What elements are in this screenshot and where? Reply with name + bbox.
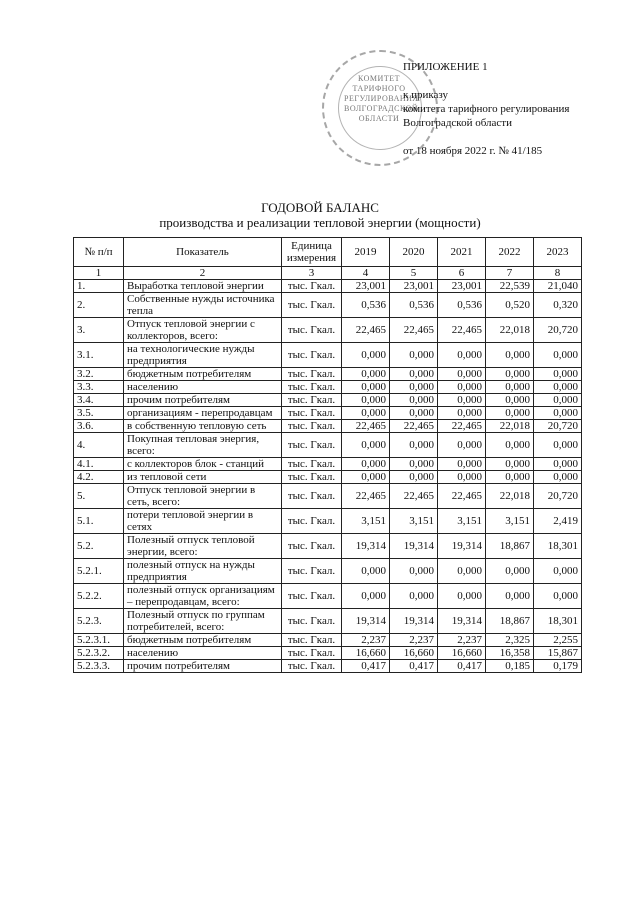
row-number: 5. xyxy=(74,484,124,509)
row-unit: тыс. Гкал. xyxy=(282,368,342,381)
value-2020: 0,000 xyxy=(390,394,438,407)
value-2020: 22,465 xyxy=(390,484,438,509)
row-indicator: Полезный отпуск по группам потребителей, всего: xyxy=(124,609,282,634)
table-row xyxy=(74,420,582,433)
row-number: 5.2.3. xyxy=(74,609,124,634)
row-number: 3. xyxy=(74,318,124,343)
row-number: 1. xyxy=(74,280,124,293)
value-2022: 22,018 xyxy=(486,484,534,509)
appendix-line-committee: комитета тарифного регулирования xyxy=(403,103,570,115)
value-2020: 0,000 xyxy=(390,584,438,609)
row-number: 3.5. xyxy=(74,407,124,420)
row-unit: тыс. Гкал. xyxy=(282,343,342,368)
value-2023: 21,040 xyxy=(534,280,582,293)
value-2021: 19,314 xyxy=(438,609,486,634)
value-2021: 0,000 xyxy=(438,394,486,407)
row-number: 3.4. xyxy=(74,394,124,407)
value-2020: 22,465 xyxy=(390,420,438,433)
value-2019: 16,660 xyxy=(342,647,390,660)
value-2019: 3,151 xyxy=(342,509,390,534)
row-unit: тыс. Гкал. xyxy=(282,433,342,458)
balance-table xyxy=(73,237,582,673)
value-2023: 0,000 xyxy=(534,433,582,458)
row-number: 3.2. xyxy=(74,368,124,381)
row-unit: тыс. Гкал. xyxy=(282,609,342,634)
table-row xyxy=(74,368,582,381)
row-number: 2. xyxy=(74,293,124,318)
row-unit: тыс. Гкал. xyxy=(282,484,342,509)
value-2023: 20,720 xyxy=(534,484,582,509)
table-row xyxy=(74,471,582,484)
row-number: 3.1. xyxy=(74,343,124,368)
table-row xyxy=(74,509,582,534)
row-number: 5.2.3.2. xyxy=(74,647,124,660)
official-seal-text: КОМИТЕТ ТАРИФНОГО РЕГУЛИРОВАНИЯ ВОЛГОГРАДСКОЙ ОБЛАСТИ xyxy=(344,74,419,123)
row-indicator: населению xyxy=(124,381,282,394)
value-2023: 0,320 xyxy=(534,293,582,318)
value-2023: 0,000 xyxy=(534,584,582,609)
row-indicator: на технологические нужды предприятия xyxy=(124,343,282,368)
value-2022: 18,867 xyxy=(486,609,534,634)
value-2020: 0,000 xyxy=(390,407,438,420)
row-unit: тыс. Гкал. xyxy=(282,660,342,673)
row-number: 3.3. xyxy=(74,381,124,394)
table-row xyxy=(74,433,582,458)
row-unit: тыс. Гкал. xyxy=(282,647,342,660)
header-year-2022: 2022 xyxy=(486,238,534,267)
table-row xyxy=(74,660,582,673)
row-unit: тыс. Гкал. xyxy=(282,394,342,407)
row-number: 4.2. xyxy=(74,471,124,484)
row-indicator: организациям - перепродавцам xyxy=(124,407,282,420)
table-row xyxy=(74,647,582,660)
row-indicator: Собственные нужды источника тепла xyxy=(124,293,282,318)
value-2023: 18,301 xyxy=(534,534,582,559)
value-2021: 0,000 xyxy=(438,458,486,471)
value-2023: 0,179 xyxy=(534,660,582,673)
header-number: № п/п xyxy=(74,238,124,267)
column-number: 3 xyxy=(282,267,342,280)
value-2023: 15,867 xyxy=(534,647,582,660)
value-2019: 22,465 xyxy=(342,318,390,343)
value-2021: 3,151 xyxy=(438,509,486,534)
row-number: 5.2.3.3. xyxy=(74,660,124,673)
value-2019: 0,000 xyxy=(342,394,390,407)
row-unit: тыс. Гкал. xyxy=(282,293,342,318)
value-2021: 0,000 xyxy=(438,433,486,458)
table-row xyxy=(74,394,582,407)
value-2022: 0,000 xyxy=(486,559,534,584)
value-2021: 0,000 xyxy=(438,343,486,368)
header-unit: Единица измерения xyxy=(282,238,342,267)
value-2021: 16,660 xyxy=(438,647,486,660)
column-number: 2 xyxy=(124,267,282,280)
value-2022: 16,358 xyxy=(486,647,534,660)
value-2020: 0,000 xyxy=(390,381,438,394)
row-indicator: Отпуск тепловой энергии в сеть, всего: xyxy=(124,484,282,509)
row-unit: тыс. Гкал. xyxy=(282,280,342,293)
value-2019: 0,000 xyxy=(342,368,390,381)
table-row xyxy=(74,381,582,394)
value-2020: 19,314 xyxy=(390,534,438,559)
row-number: 5.2.2. xyxy=(74,584,124,609)
value-2020: 0,000 xyxy=(390,458,438,471)
row-indicator: потери тепловой энергии в сетях xyxy=(124,509,282,534)
value-2022: 3,151 xyxy=(486,509,534,534)
header-year-2019: 2019 xyxy=(342,238,390,267)
column-number: 1 xyxy=(74,267,124,280)
value-2022: 0,000 xyxy=(486,458,534,471)
value-2023: 18,301 xyxy=(534,609,582,634)
column-number: 7 xyxy=(486,267,534,280)
value-2023: 0,000 xyxy=(534,368,582,381)
value-2023: 0,000 xyxy=(534,407,582,420)
value-2020: 0,000 xyxy=(390,559,438,584)
header-year-2021: 2021 xyxy=(438,238,486,267)
table-row xyxy=(74,484,582,509)
value-2021: 0,417 xyxy=(438,660,486,673)
value-2021: 22,465 xyxy=(438,318,486,343)
value-2021: 0,000 xyxy=(438,381,486,394)
table-column-number-row xyxy=(74,267,582,280)
value-2021: 0,000 xyxy=(438,584,486,609)
value-2020: 0,417 xyxy=(390,660,438,673)
header-indicator: Показатель xyxy=(124,238,282,267)
value-2023: 0,000 xyxy=(534,394,582,407)
row-unit: тыс. Гкал. xyxy=(282,584,342,609)
column-number: 4 xyxy=(342,267,390,280)
value-2022: 0,000 xyxy=(486,381,534,394)
value-2019: 0,000 xyxy=(342,559,390,584)
row-number: 4. xyxy=(74,433,124,458)
value-2019: 0,000 xyxy=(342,343,390,368)
value-2021: 0,000 xyxy=(438,407,486,420)
row-number: 4.1. xyxy=(74,458,124,471)
value-2019: 0,000 xyxy=(342,381,390,394)
value-2023: 20,720 xyxy=(534,420,582,433)
row-unit: тыс. Гкал. xyxy=(282,318,342,343)
document-title-block xyxy=(0,200,640,230)
value-2021: 22,465 xyxy=(438,420,486,433)
table-row xyxy=(74,534,582,559)
appendix-title: ПРИЛОЖЕНИЕ 1 xyxy=(403,61,488,73)
value-2023: 2,419 xyxy=(534,509,582,534)
row-indicator: с коллекторов блок - станций xyxy=(124,458,282,471)
value-2020: 0,000 xyxy=(390,343,438,368)
value-2022: 22,018 xyxy=(486,420,534,433)
value-2020: 22,465 xyxy=(390,318,438,343)
value-2021: 0,536 xyxy=(438,293,486,318)
table-row xyxy=(74,343,582,368)
value-2022: 18,867 xyxy=(486,534,534,559)
row-unit: тыс. Гкал. xyxy=(282,458,342,471)
value-2019: 0,000 xyxy=(342,407,390,420)
row-number: 3.6. xyxy=(74,420,124,433)
value-2019: 0,000 xyxy=(342,433,390,458)
row-indicator: полезный отпуск организациям – перепродавцам, всего: xyxy=(124,584,282,609)
value-2019: 0,000 xyxy=(342,584,390,609)
row-indicator: бюджетным потребителям xyxy=(124,634,282,647)
value-2022: 0,000 xyxy=(486,433,534,458)
value-2023: 20,720 xyxy=(534,318,582,343)
row-indicator: полезный отпуск на нужды предприятия xyxy=(124,559,282,584)
table-row xyxy=(74,293,582,318)
row-number: 5.2.3.1. xyxy=(74,634,124,647)
value-2023: 2,255 xyxy=(534,634,582,647)
value-2022: 22,539 xyxy=(486,280,534,293)
value-2022: 0,000 xyxy=(486,471,534,484)
table-header-row xyxy=(74,238,582,267)
table-row xyxy=(74,634,582,647)
value-2020: 19,314 xyxy=(390,609,438,634)
row-unit: тыс. Гкал. xyxy=(282,381,342,394)
row-unit: тыс. Гкал. xyxy=(282,634,342,647)
value-2019: 0,536 xyxy=(342,293,390,318)
value-2022: 0,520 xyxy=(486,293,534,318)
row-indicator: прочим потребителям xyxy=(124,394,282,407)
row-indicator: населению xyxy=(124,647,282,660)
row-indicator: из тепловой сети xyxy=(124,471,282,484)
appendix-block xyxy=(403,60,569,158)
document-title: ГОДОВОЙ БАЛАНС xyxy=(261,200,379,215)
value-2022: 0,000 xyxy=(486,394,534,407)
table-row xyxy=(74,318,582,343)
column-number: 6 xyxy=(438,267,486,280)
row-unit: тыс. Гкал. xyxy=(282,407,342,420)
value-2019: 0,417 xyxy=(342,660,390,673)
value-2023: 0,000 xyxy=(534,559,582,584)
value-2021: 0,000 xyxy=(438,559,486,584)
value-2021: 0,000 xyxy=(438,471,486,484)
value-2022: 0,185 xyxy=(486,660,534,673)
row-unit: тыс. Гкал. xyxy=(282,534,342,559)
row-indicator: Отпуск тепловой энергии с коллекторов, всего: xyxy=(124,318,282,343)
value-2019: 0,000 xyxy=(342,471,390,484)
column-number: 8 xyxy=(534,267,582,280)
row-indicator: бюджетным потребителям xyxy=(124,368,282,381)
value-2019: 22,465 xyxy=(342,420,390,433)
table-row xyxy=(74,280,582,293)
value-2023: 0,000 xyxy=(534,343,582,368)
table-row xyxy=(74,407,582,420)
value-2022: 0,000 xyxy=(486,343,534,368)
value-2020: 3,151 xyxy=(390,509,438,534)
value-2022: 0,000 xyxy=(486,407,534,420)
value-2021: 23,001 xyxy=(438,280,486,293)
table-row xyxy=(74,584,582,609)
value-2019: 19,314 xyxy=(342,609,390,634)
row-indicator: Покупная тепловая энергия, всего: xyxy=(124,433,282,458)
value-2021: 2,237 xyxy=(438,634,486,647)
value-2020: 16,660 xyxy=(390,647,438,660)
value-2023: 0,000 xyxy=(534,381,582,394)
value-2022: 22,018 xyxy=(486,318,534,343)
table-row xyxy=(74,559,582,584)
value-2019: 23,001 xyxy=(342,280,390,293)
appendix-line-date: от 18 ноября 2022 г. № 41/185 xyxy=(403,145,543,157)
value-2022: 2,325 xyxy=(486,634,534,647)
value-2021: 19,314 xyxy=(438,534,486,559)
row-unit: тыс. Гкал. xyxy=(282,559,342,584)
value-2020: 2,237 xyxy=(390,634,438,647)
value-2020: 0,000 xyxy=(390,471,438,484)
value-2020: 0,000 xyxy=(390,368,438,381)
row-unit: тыс. Гкал. xyxy=(282,471,342,484)
value-2019: 0,000 xyxy=(342,458,390,471)
value-2022: 0,000 xyxy=(486,584,534,609)
value-2019: 22,465 xyxy=(342,484,390,509)
value-2020: 0,000 xyxy=(390,433,438,458)
document-subtitle: производства и реализации тепловой энергии (мощности) xyxy=(159,215,481,230)
table-row xyxy=(74,609,582,634)
header-year-2020: 2020 xyxy=(390,238,438,267)
row-indicator: прочим потребителям xyxy=(124,660,282,673)
value-2019: 2,237 xyxy=(342,634,390,647)
value-2021: 0,000 xyxy=(438,368,486,381)
value-2023: 0,000 xyxy=(534,471,582,484)
value-2021: 22,465 xyxy=(438,484,486,509)
value-2023: 0,000 xyxy=(534,458,582,471)
row-number: 5.2.1. xyxy=(74,559,124,584)
appendix-line-region: Волгоградской области xyxy=(403,117,512,129)
row-number: 5.2. xyxy=(74,534,124,559)
row-unit: тыс. Гкал. xyxy=(282,420,342,433)
appendix-line-order: к приказу xyxy=(403,89,449,101)
value-2020: 0,536 xyxy=(390,293,438,318)
row-indicator: в собственную тепловую сеть xyxy=(124,420,282,433)
column-number: 5 xyxy=(390,267,438,280)
table-row xyxy=(74,458,582,471)
value-2022: 0,000 xyxy=(486,368,534,381)
row-indicator: Полезный отпуск тепловой энергии, всего: xyxy=(124,534,282,559)
row-unit: тыс. Гкал. xyxy=(282,509,342,534)
row-indicator: Выработка тепловой энергии xyxy=(124,280,282,293)
value-2020: 23,001 xyxy=(390,280,438,293)
value-2019: 19,314 xyxy=(342,534,390,559)
header-year-2023: 2023 xyxy=(534,238,582,267)
row-number: 5.1. xyxy=(74,509,124,534)
